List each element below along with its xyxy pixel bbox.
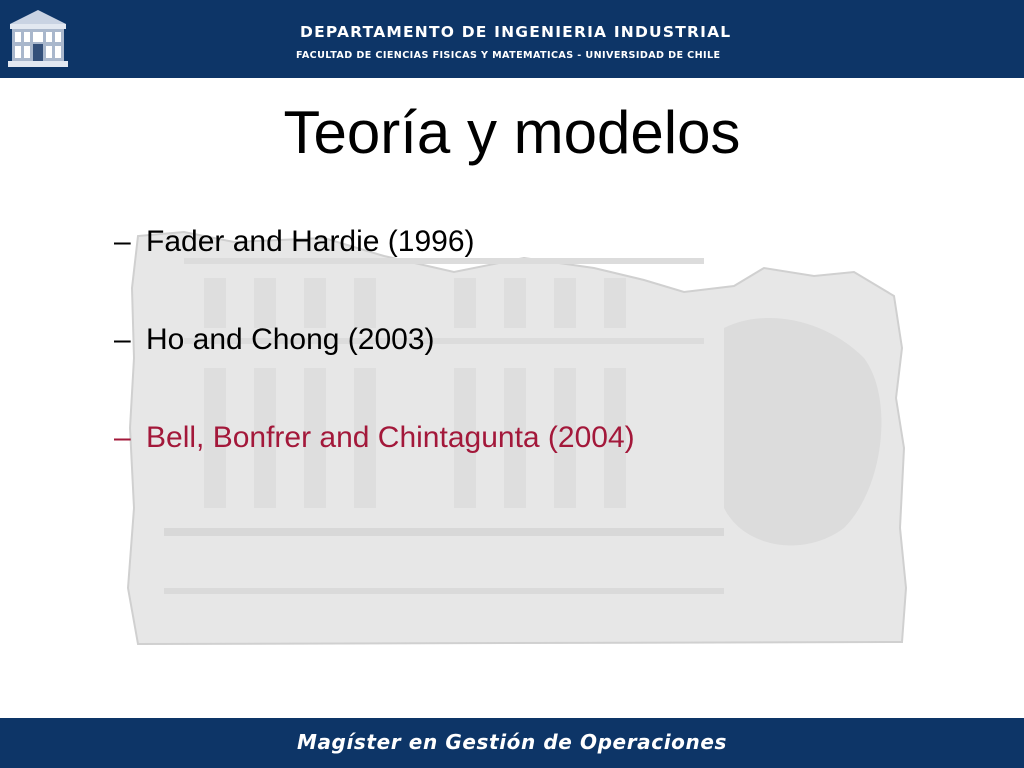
bullet-text: Ho and Chong (2003): [146, 323, 435, 356]
bullet-text: Bell, Bonfrer and Chintagunta (2004): [146, 421, 635, 454]
bullet-list: [114, 222, 635, 516]
bullet-item-highlighted: [114, 418, 635, 516]
faculty-subtitle: FACULTAD DE CIENCIAS FISICAS Y MATEMATICAS - UNIVERSIDAD DE CHILE: [296, 50, 721, 61]
bullet-marker: –: [114, 225, 131, 258]
bullet-marker: –: [114, 323, 131, 356]
bullet-item: [114, 320, 635, 418]
bullet-item: [114, 222, 635, 320]
program-name: Magíster en Gestión de Operaciones: [296, 730, 728, 754]
building-crest-icon: [4, 4, 72, 72]
bullet-text: Fader and Hardie (1996): [146, 225, 475, 258]
header-bar: [0, 0, 1024, 78]
footer-bar: [0, 718, 1024, 768]
department-title: DEPARTAMENTO DE INGENIERIA INDUSTRIAL: [300, 23, 732, 41]
bullet-marker: –: [114, 421, 131, 454]
slide-title: Teoría y modelos: [283, 99, 741, 166]
